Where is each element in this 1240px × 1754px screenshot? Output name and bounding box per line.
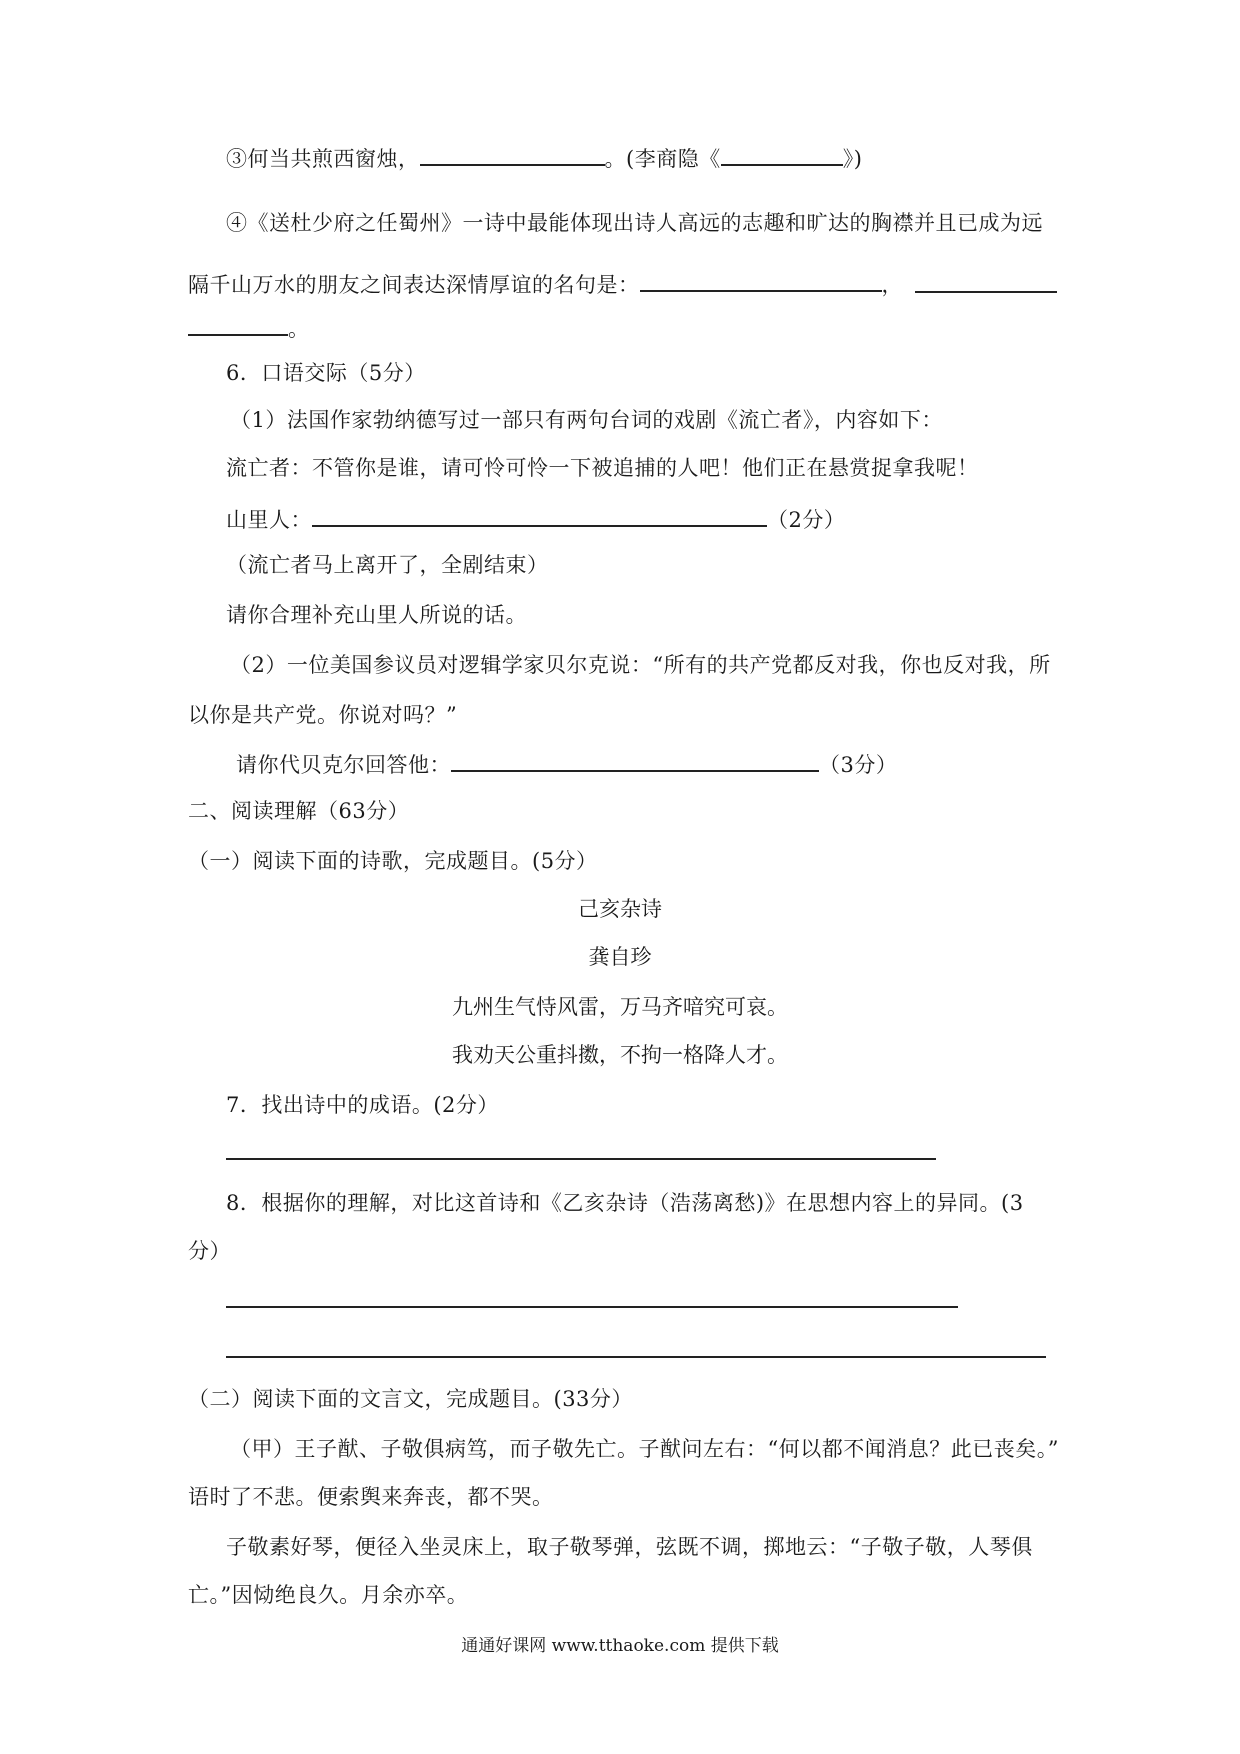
answer-line[interactable] [226, 1158, 936, 1160]
section2-title: 二、阅读理解（63分） [188, 799, 410, 823]
q6-p1-stage: （流亡者马上离开了，全剧结束） [226, 553, 549, 577]
poem-line2: 我劝天公重抖擞，不拘一格降人才。 [452, 1043, 788, 1067]
poem-line1: 九州生气恃风雷，万马齐喑究可哀。 [452, 995, 788, 1019]
answer-blank[interactable] [721, 142, 843, 166]
q6-p2-score: （3分） [819, 753, 898, 777]
q6-p1-task: 请你合理补充山里人所说的话。 [226, 603, 527, 627]
jia-line1: （甲）王子猷、子敬俱病笃，而子敬先亡。子猷问左右：“何以都不闻消息？此已丧矣。” [230, 1437, 1059, 1461]
q5-item4-line3 [188, 312, 310, 344]
q6-p2-line2: 以你是共产党。你说对吗？” [188, 703, 458, 727]
q6-p1-intro: （1）法国作家勃纳德写过一部只有两句台词的戏剧《流亡者》，内容如下： [230, 408, 943, 432]
q5-item4-comma: ， [881, 273, 903, 297]
part2-title: （二）阅读下面的文言文，完成题目。(33分） [188, 1387, 633, 1411]
q6-p2-task-label: 请你代贝克尔回答他： [236, 753, 451, 777]
q8-line2: 分） [188, 1239, 231, 1263]
q7: 7．找出诗中的成语。(2分） [226, 1093, 499, 1117]
q6-mountain-score: （2分） [767, 508, 846, 532]
q6-p2-task [236, 748, 897, 780]
answer-line[interactable] [226, 1356, 1046, 1358]
answer-blank[interactable] [915, 291, 1057, 293]
q8-line1: 8．根据你的理解，对比这首诗和《乙亥杂诗（浩荡离愁)》在思想内容上的异同。(3 [226, 1191, 1024, 1215]
answer-blank[interactable] [640, 268, 882, 292]
answer-blank[interactable] [420, 142, 605, 166]
answer-line[interactable] [226, 1306, 958, 1308]
poem-author: 龚自珍 [588, 945, 652, 969]
q5-item4-prompt: 隔千山万水的朋友之间表达深情厚谊的名句是： [188, 273, 640, 297]
part1-title: （一）阅读下面的诗歌，完成题目。(5分） [188, 849, 598, 873]
q6-mountain-label: 山里人： [226, 508, 312, 532]
q5-item3-end: 》) [842, 147, 863, 171]
q6-p2-line1: （2）一位美国参议员对逻辑学家贝尔克说：“所有的共产党都反对我，你也反对我，所 [230, 653, 1051, 677]
q6-p1-mountain [226, 503, 845, 535]
q5-item4-end: 。 [288, 317, 310, 341]
q6-p1-exile: 流亡者：不管你是谁，请可怜可怜一下被追捕的人吧！他们正在悬赏捉拿我呢！ [226, 456, 979, 480]
q5-item4-line1: ④《送杜少府之任蜀州》一诗中最能体现出诗人高远的志趣和旷达的胸襟并且已成为远 [226, 211, 1043, 235]
answer-blank[interactable] [188, 312, 288, 336]
jia-line4: 亡。”因恸绝良久。月余亦卒。 [188, 1583, 469, 1607]
q6-title: 6．口语交际（5分） [226, 361, 426, 385]
q5-item3 [226, 142, 862, 174]
page-footer: 通通好课网 www.tthaoke.com 提供下载 [461, 1636, 779, 1656]
answer-blank[interactable] [312, 503, 767, 527]
q5-item4-line2 [188, 268, 903, 300]
q5-item3-mid: 。(李商隐《 [604, 147, 721, 171]
jia-line3: 子敬素好琴，便径入坐灵床上，取子敬琴弹，弦既不调，掷地云：“子敬子敬，人琴俱 [226, 1535, 1033, 1559]
jia-line2: 语时了不悲。便索舆来奔丧，都不哭。 [188, 1485, 554, 1509]
poem-title: 己亥杂诗 [578, 897, 662, 921]
answer-blank[interactable] [451, 748, 819, 772]
q5-item3-prefix: ③何当共煎西窗烛， [226, 147, 420, 171]
